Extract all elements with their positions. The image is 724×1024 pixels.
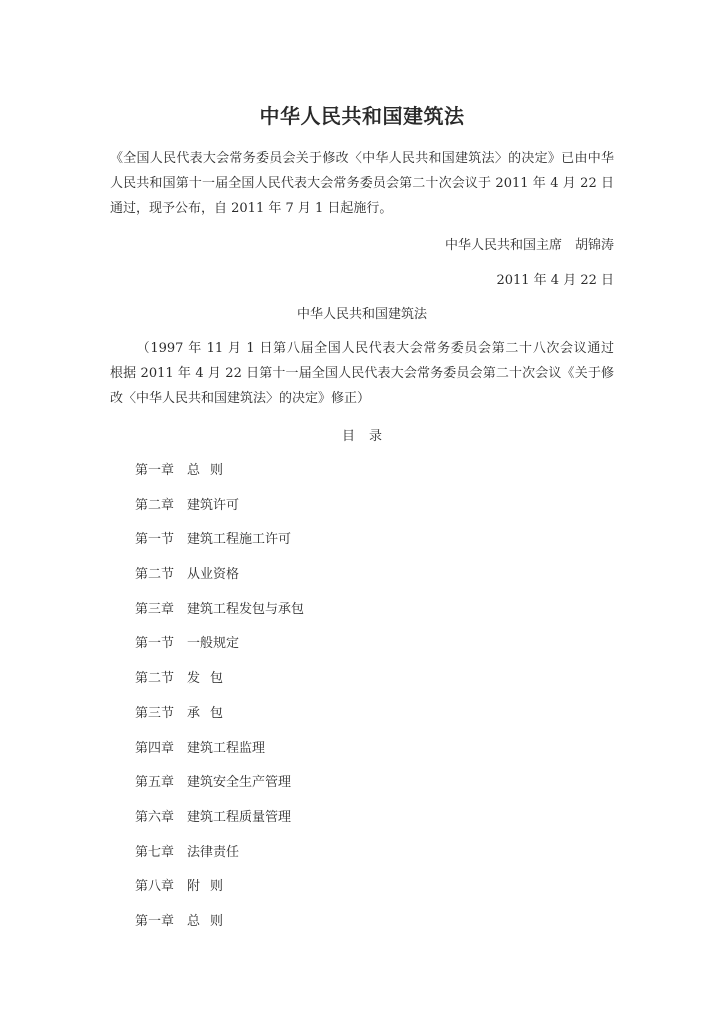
toc-item-title: 建筑许可	[187, 497, 240, 513]
toc-item-title: 建筑工程施工许可	[187, 532, 292, 548]
toc-item-title: 一般规定	[187, 636, 240, 652]
toc-item	[135, 877, 304, 912]
toc-item	[135, 773, 304, 808]
toc-item-number: 第一章	[135, 463, 175, 478]
toc-item	[135, 461, 304, 496]
toc-item-number: 第一章	[135, 913, 175, 929]
toc-heading: 目录	[341, 429, 396, 444]
toc-item-title: 建筑工程质量管理	[187, 809, 292, 825]
document-title: 中华人民共和国建筑法	[259, 104, 465, 128]
toc-item-number: 第三章	[135, 601, 175, 617]
signature-date: 2011 年 4 月 22 日	[496, 273, 614, 288]
toc-item	[135, 912, 304, 947]
toc-item-number: 第三节	[135, 705, 175, 721]
toc-item-number: 第八章	[135, 879, 175, 895]
toc-item	[135, 496, 304, 531]
law-subtitle: 中华人民共和国建筑法	[296, 307, 427, 322]
toc-item	[135, 843, 304, 878]
toc-item-number: 第六章	[135, 809, 175, 825]
toc-item-title: 总则	[187, 913, 234, 929]
toc-item-title: 承包	[187, 705, 234, 721]
toc-item-number: 第一节	[135, 636, 175, 652]
toc-item	[135, 565, 304, 600]
toc-item-title: 附则	[187, 879, 234, 895]
toc-item-title: 建筑工程发包与承包	[187, 601, 305, 617]
toc-item-number: 第七章	[135, 844, 175, 860]
toc-item-number: 第二节	[135, 671, 175, 687]
toc-item-title: 建筑安全生产管理	[187, 775, 292, 791]
toc-item-number: 第一节	[135, 532, 175, 548]
toc-item-title: 总则	[187, 463, 234, 478]
toc-item	[135, 669, 304, 704]
toc-item-title: 从业资格	[187, 567, 240, 583]
promulgation-paragraph: 《全国人民代表大会常务委员会关于修改〈中华人民共和国建筑法〉的决定》已由中华人民共和国第十一届全国人民代表大会常务委员会第二十次会议于 2011 年 4 月 22 日通过，现予公布，自 2011 年 7 月 1 日起施行。	[110, 151, 614, 216]
toc-item	[135, 600, 304, 635]
toc-item	[135, 808, 304, 843]
toc-item	[135, 739, 304, 774]
toc-item-title: 建筑工程监理	[187, 740, 266, 756]
toc-item-number: 第五章	[135, 775, 175, 791]
signer-line: 中华人民共和国主席 胡锦涛	[444, 238, 614, 253]
table-of-contents	[135, 461, 304, 947]
toc-item-title: 发包	[187, 671, 234, 687]
toc-item-number: 第二节	[135, 567, 175, 583]
toc-item	[135, 634, 304, 669]
toc-item-number: 第二章	[135, 497, 175, 513]
toc-item	[135, 704, 304, 739]
toc-item-title: 法律责任	[187, 844, 240, 860]
amendment-history-text: （1997 年 11 月 1 日第八届全国人民代表大会常务委员会第二十八次会议通过 根据 2011 年 4 月 22 日第十一届全国人民代表大会常务委员会第二十次会议《关于修改〈中华人民共和国建筑法〉的决定》修正）	[110, 341, 628, 406]
toc-item	[135, 530, 304, 565]
amendment-history-paragraph	[110, 336, 628, 411]
toc-item-number: 第四章	[135, 740, 175, 756]
